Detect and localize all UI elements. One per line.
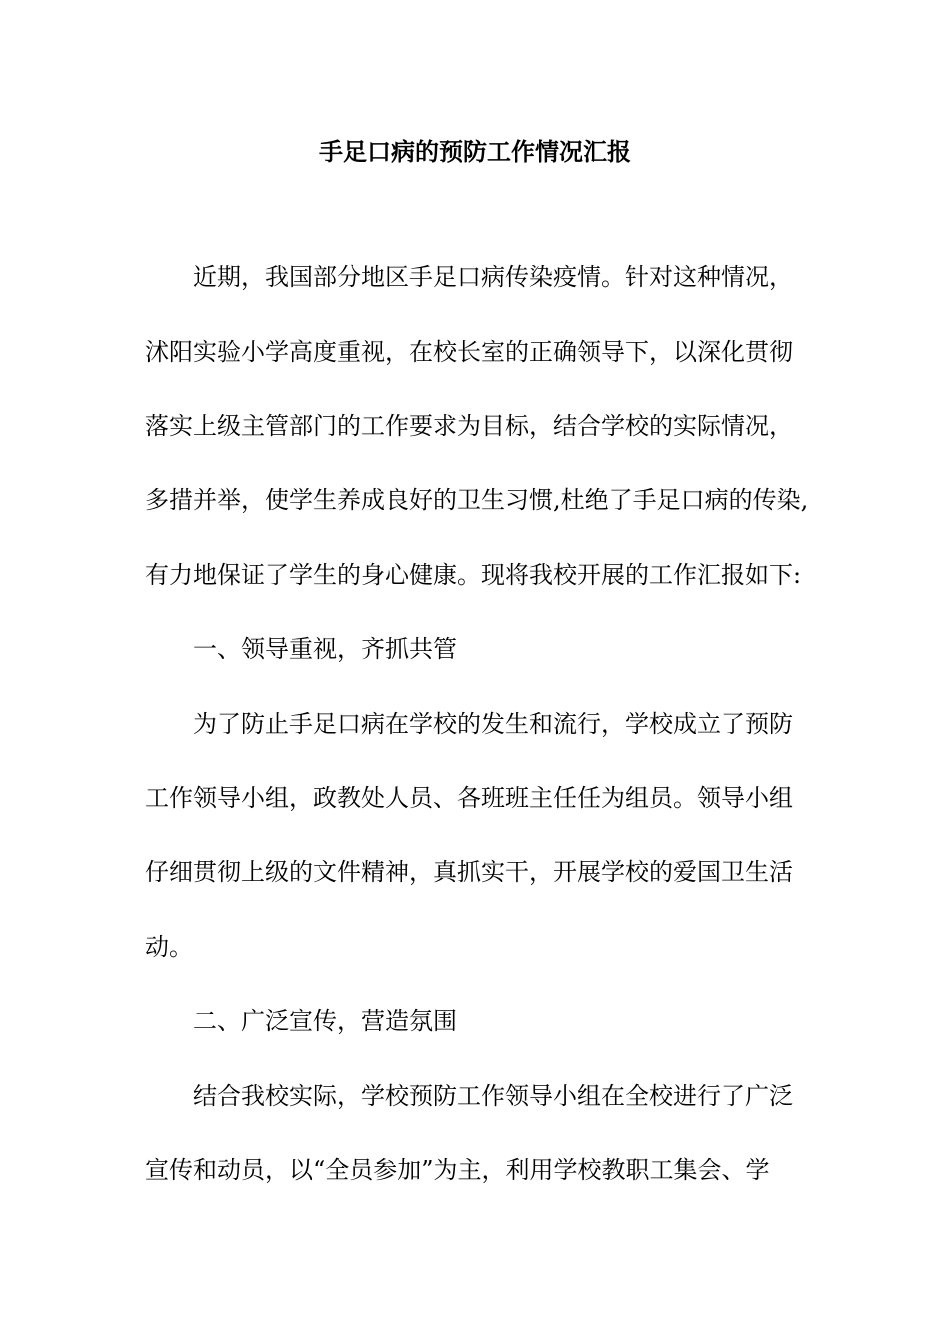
document-title: 手足口病的预防工作情况汇报 [319, 137, 631, 166]
paragraph-line: 为了防止手足口病在学校的发生和流行，学校成立了预防 [193, 710, 793, 738]
paragraph-line: 多措并举，使学生养成良好的卫生习惯,杜绝了手足口病的传染, [145, 486, 809, 514]
paragraph-line: 动。 [145, 933, 193, 961]
paragraph-line: 沭阳实验小学高度重视，在校长室的正确领导下，以深化贯彻 [145, 338, 793, 366]
paragraph-line: 工作领导小组，政教处人员、各班班主任任为组员。领导小组 [145, 784, 793, 812]
paragraph-line: 有力地保证了学生的身心健康。现将我校开展的工作汇报如下: [145, 561, 802, 589]
paragraph-line: 宣传和动员，以“全员参加”为主，利用学校教职工集会、学 [145, 1156, 770, 1184]
section-heading: 二、广泛宣传，营造氛围 [193, 1007, 457, 1035]
section-heading: 一、领导重视，齐抓共管 [193, 635, 457, 663]
paragraph-line: 结合我校实际，学校预防工作领导小组在全校进行了广泛 [193, 1082, 793, 1110]
paragraph-line: 落实上级主管部门的工作要求为目标，结合学校的实际情况， [145, 412, 793, 440]
paragraph-line: 仔细贯彻上级的文件精神，真抓实干，开展学校的爱国卫生活 [145, 858, 793, 886]
paragraph-line: 近期，我国部分地区手足口病传染疫情。针对这种情况， [193, 263, 793, 291]
